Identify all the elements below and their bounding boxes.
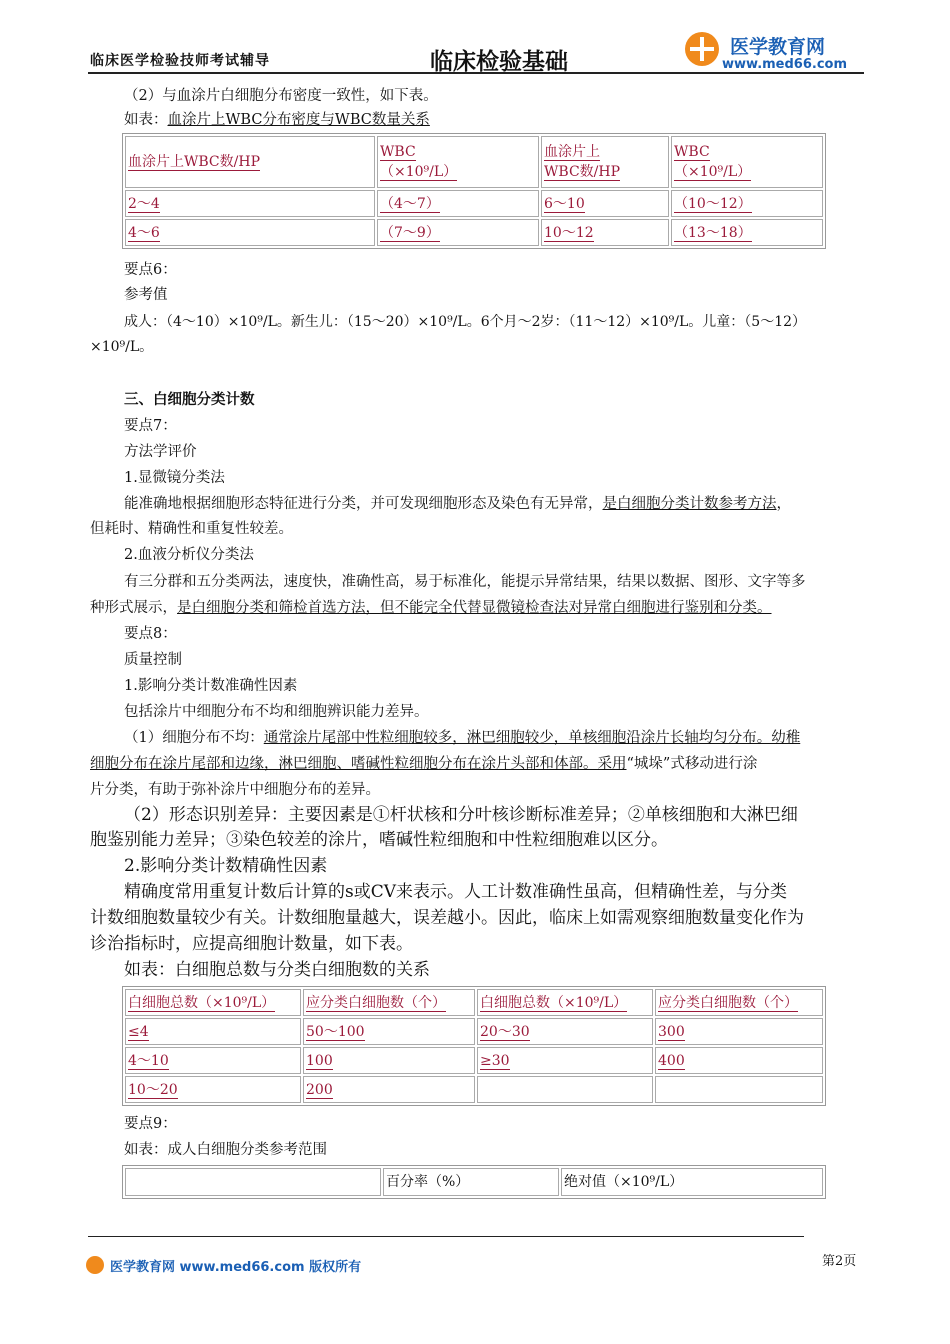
table-header-row [125,989,823,1016]
table-row [125,219,823,246]
table-row [125,190,823,217]
table-cell: 4～10 [125,1047,301,1074]
footer-copyright[interactable]: 医学教育网 www.med66.com 版权所有 [110,1260,362,1275]
table-cell [655,1076,823,1103]
paragraph: 2.影响分类计数精确性因素 [124,856,328,876]
table-cell: 300 [655,1018,823,1045]
table-header-cell: WBC （×10⁹/L） [671,136,823,188]
header-course-name: 临床医学检验技师考试辅导 [90,53,270,69]
page-number: 第2页 [822,1254,857,1269]
site-logo[interactable] [680,30,870,74]
table-cell: 6～10 [541,190,669,217]
paragraph: 种形式展示，是白细胞分类和筛检首选方法，但不能完全代替显微镜检查法对异常白细胞进行鉴别和分类。 [90,600,772,616]
header-divider [88,72,864,74]
key-point-label: 要点7： [124,418,177,434]
wbc-reference-table [122,1165,826,1199]
table-cell: 10～20 [125,1076,301,1103]
table-cell: 50～100 [303,1018,475,1045]
table-header-cell: 血涂片上WBC数/HP [125,136,375,188]
paragraph: 但耗时、精确性和重复性较差。 [90,521,293,537]
table-caption: 如表：成人白细胞分类参考范围 [124,1142,327,1158]
footer-logo-icon [86,1256,104,1274]
table-header-cell: 绝对值（×10⁹/L） [561,1168,823,1196]
paragraph: 有三分群和五分类两法，速度快，准确性高，易于标准化，能提示异常结果，结果以数据、图形、文字等多 [124,574,806,590]
key-point-label: 要点6： [124,262,177,278]
table-cell: 20～30 [477,1018,653,1045]
table-cell: 2～4 [125,190,375,217]
table-cell: 200 [303,1076,475,1103]
table-header-cell: 白细胞总数（×10⁹/L） [477,989,653,1016]
caption-main: 血涂片上WBC分布密度与WBC数量关系 [167,112,430,128]
cross-logo-icon [685,32,719,66]
table-row [125,1047,823,1074]
table-header-cell: 白细胞总数（×10⁹/L） [125,989,301,1016]
paragraph: ×10⁹/L。 [90,339,154,355]
table-caption: 如表：白细胞总数与分类白细胞数的关系 [124,960,430,980]
page-header [0,0,950,80]
paragraph: 成人：（4～10）×10⁹/L。新生儿：（15～20）×10⁹/L。6个月～2岁：（11～12）×10⁹/L。儿童：（5～12） [124,314,807,330]
paragraph: 1.显微镜分类法 [124,470,225,486]
key-point-label: 要点8： [124,626,177,642]
table-cell [477,1076,653,1103]
header-title: 临床检验基础 [430,49,568,75]
table-header-cell: 百分率（%） [383,1168,559,1196]
table-row [125,1018,823,1045]
table-cell: （10～12） [671,190,823,217]
paragraph: （2）与血涂片白细胞分布密度一致性，如下表。 [124,88,438,104]
table-header-cell: 血涂片上 WBC数/HP [541,136,669,188]
paragraph: 胞鉴别能力差异；③染色较差的涂片，嗜碱性粒细胞和中性粒细胞难以区分。 [90,830,668,850]
logo-chinese: 医学教育网 [730,36,826,58]
paragraph: 片分类，有助于弥补涂片中细胞分布的差异。 [90,782,380,798]
table-cell: 10～12 [541,219,669,246]
table-cell: （4～7） [377,190,539,217]
paragraph: 方法学评价 [124,444,197,460]
table-header-row [125,1168,823,1196]
table-cell: （13～18） [671,219,823,246]
key-point-label: 要点9： [124,1116,177,1132]
footer-divider [88,1236,804,1237]
table-header-row [125,136,823,188]
section-heading: 三、白细胞分类计数 [124,392,255,408]
paragraph: 2.血液分析仪分类法 [124,547,254,563]
paragraph: 质量控制 [124,652,182,668]
table-row [125,1076,823,1103]
wbc-density-table [122,133,826,249]
table-cell: 400 [655,1047,823,1074]
paragraph: （1）细胞分布不均：通常涂片尾部中性粒细胞较多，淋巴细胞较少，单核细胞沿涂片长轴均匀分布。幼稚 [124,730,801,746]
paragraph: 参考值 [124,287,168,303]
table-header-cell: WBC （×10⁹/L） [377,136,539,188]
paragraph: （2）形态识别差异：主要因素是①杆状核和分叶核诊断标准差异；②单核细胞和大淋巴细 [124,805,798,825]
table-cell: （7～9） [377,219,539,246]
paragraph: 1.影响分类计数准确性因素 [124,678,298,694]
logo-url: www.med66.com [722,57,848,72]
table-caption [124,110,430,130]
table-header-cell: 应分类白细胞数（个） [655,989,823,1016]
paragraph: 能准确地根据细胞形态特征进行分类，并可发现细胞形态及染色有无异常，是白细胞分类计数参考方法， [124,496,791,512]
paragraph: 精确度常用重复计数后计算的s或CV来表示。人工计数准确性虽高，但精确性差，与分类 [124,882,788,902]
caption-prefix: 如表： [124,112,168,128]
table-cell: ≤4 [125,1018,301,1045]
paragraph: 计数细胞数量较少有关。计数细胞量越大，误差越小。因此，临床上如需观察细胞数量变化作为 [90,908,804,928]
table-cell: ≥30 [477,1047,653,1074]
table-header-cell [125,1168,381,1196]
paragraph: 细胞分布在涂片尾部和边缘，淋巴细胞、嗜碱性粒细胞分布在涂片头部和体部。采用“城垛”式移动进行涂 [90,756,758,772]
wbc-count-table [122,986,826,1106]
table-cell: 100 [303,1047,475,1074]
table-header-cell: 应分类白细胞数（个） [303,989,475,1016]
table-cell: 4～6 [125,219,375,246]
paragraph: 包括涂片中细胞分布不均和细胞辨识能力差异。 [124,704,429,720]
paragraph: 诊治指标时，应提高细胞计数量，如下表。 [90,934,413,954]
